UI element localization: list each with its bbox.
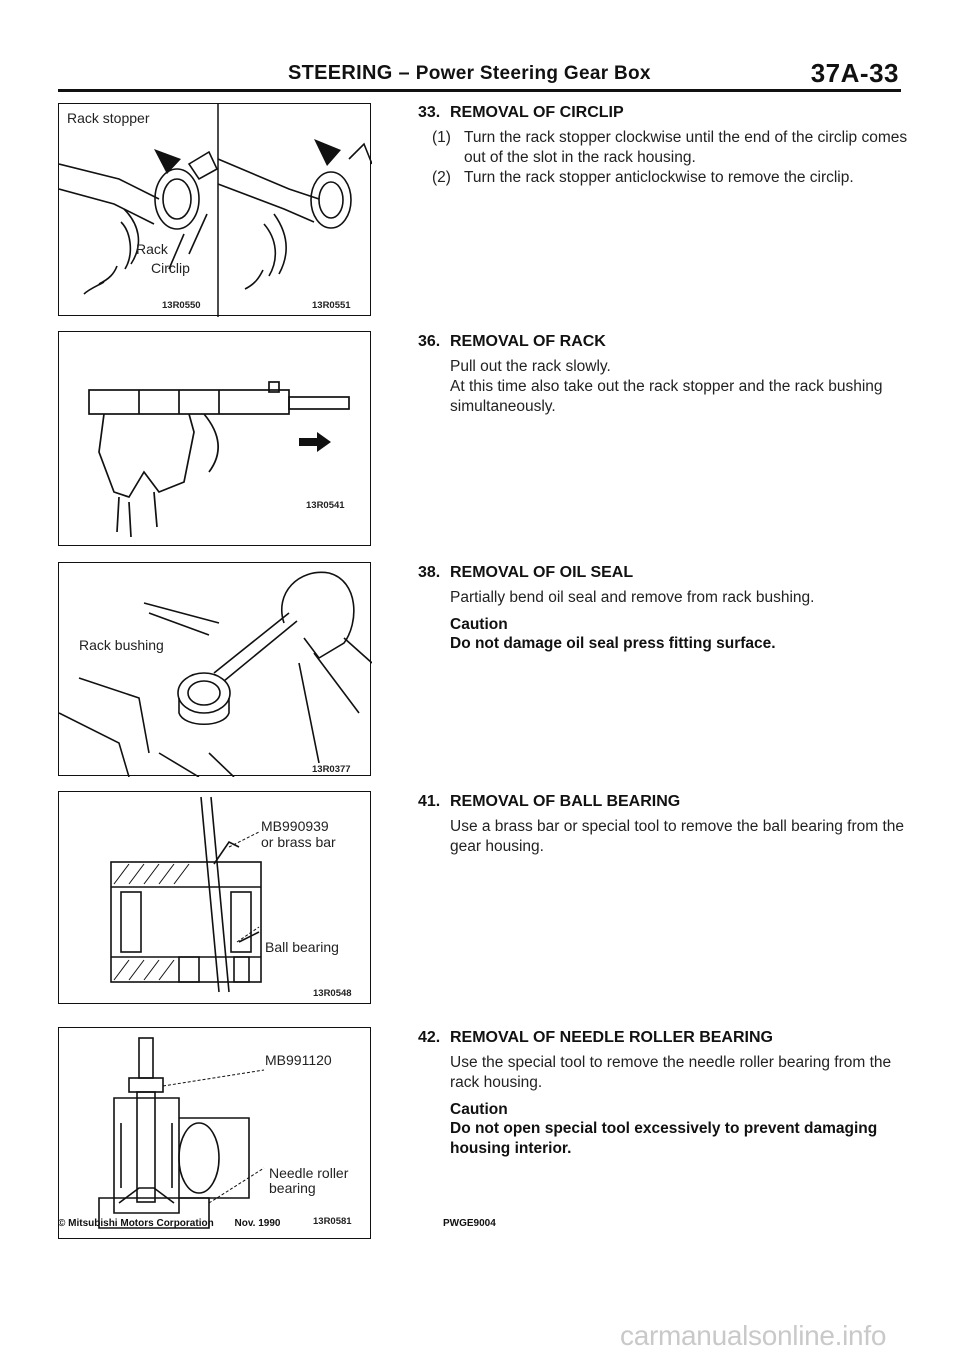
figure-code: 13R0548 [313,988,352,999]
page-title [288,62,651,85]
copyright: © Mitsubishi Motors Corporation [58,1218,214,1229]
step-text: Turn the rack stopper clockwise until the end of the circlip comes out of the slot in the rack housing. [464,129,908,166]
body-line: Pull out the rack slowly. [450,358,611,375]
label-mb990939: MB990939 [261,818,329,834]
rack-removal-illustration [59,332,372,547]
step [432,168,908,188]
figure-code: 13R0550 [162,300,201,311]
section-body [450,588,908,608]
section-heading [418,333,908,351]
section-body [450,817,908,857]
caution-text: Do not open special tool excessively to prevent damaging housing interior. [450,1120,878,1157]
section-removal-of-oil-seal [418,564,908,654]
body-line: Partially bend oil seal and remove from rack bushing. [450,589,815,606]
figure-rack-removal [58,331,371,546]
document-code: PWGE9004 [443,1218,496,1229]
publication-date: Nov. 1990 [234,1218,281,1229]
body-line: Use the special tool to remove the needle roller bearing from the rack housing. [450,1054,892,1091]
oil-seal-illustration [59,563,372,777]
title-dash: – [398,62,410,84]
section-body [450,357,908,417]
section-heading [418,564,908,582]
section-heading [418,104,908,122]
page-header [58,58,901,92]
section-title: REMOVAL OF CIRCLIP [450,104,624,121]
caution-text: Do not damage oil seal press fitting surface. [450,635,776,652]
step-text: Turn the rack stopper anticlockwise to remove the circlip. [464,169,854,186]
caution-label: Caution [450,1101,508,1118]
section-title: REMOVAL OF RACK [450,333,606,350]
figure-code: 13R0541 [306,500,345,511]
label-rack: Rack [136,241,168,257]
header-rule [58,89,901,92]
body-line: At this time also take out the rack stopper and the rack bushing simultaneously. [450,378,883,415]
page-number: 37A-33 [810,58,899,88]
figure-ball-bearing [58,791,371,1004]
figure-code: 13R0377 [312,764,351,775]
section-number: 38. [418,564,441,581]
label-mb991120: MB991120 [265,1052,332,1068]
footer-left [58,1218,280,1229]
section-body [432,128,908,188]
section-heading [418,1029,908,1047]
section-subtitle: Power Steering Gear Box [415,63,651,84]
label-rack-stopper: Rack stopper [67,110,150,126]
section-title: REMOVAL OF BALL BEARING [450,793,681,810]
section-body [450,1053,908,1093]
section-removal-of-ball-bearing [418,793,908,857]
section-number: 33. [418,104,441,121]
label-brass-bar: or brass bar [261,834,336,850]
label-needle-roller: Needle roller [269,1165,349,1181]
label-circlip: Circlip [151,260,190,276]
section-number: 42. [418,1029,441,1046]
section-number: 36. [418,333,441,350]
section-removal-of-rack [418,333,908,417]
step [432,128,908,168]
figure-oil-seal [58,562,371,776]
label-bearing: bearing [269,1180,316,1196]
section-number: 41. [418,793,441,810]
figure-needle-bearing [58,1027,371,1239]
figure-code: 13R0551 [312,300,351,311]
section-removal-of-needle-roller-bearing [418,1029,908,1159]
body-line: Use a brass bar or special tool to remove the ball bearing from the gear housing. [450,818,905,855]
section-title: REMOVAL OF OIL SEAL [450,564,634,581]
circlip-illustration [59,104,372,317]
section-title: STEERING [288,62,393,84]
label-rack-bushing: Rack bushing [79,637,164,653]
caution-label: Caution [450,616,508,633]
label-ball-bearing: Ball bearing [265,939,339,955]
section-heading [418,793,908,811]
watermark: carmanualsonline.info [620,1320,887,1351]
figure-code: 13R0581 [313,1216,352,1227]
step-number: (1) [432,129,451,146]
step-number: (2) [432,169,451,186]
figure-circlip [58,103,371,316]
section-title: REMOVAL OF NEEDLE ROLLER BEARING [450,1029,773,1046]
section-removal-of-circlip [418,104,908,188]
